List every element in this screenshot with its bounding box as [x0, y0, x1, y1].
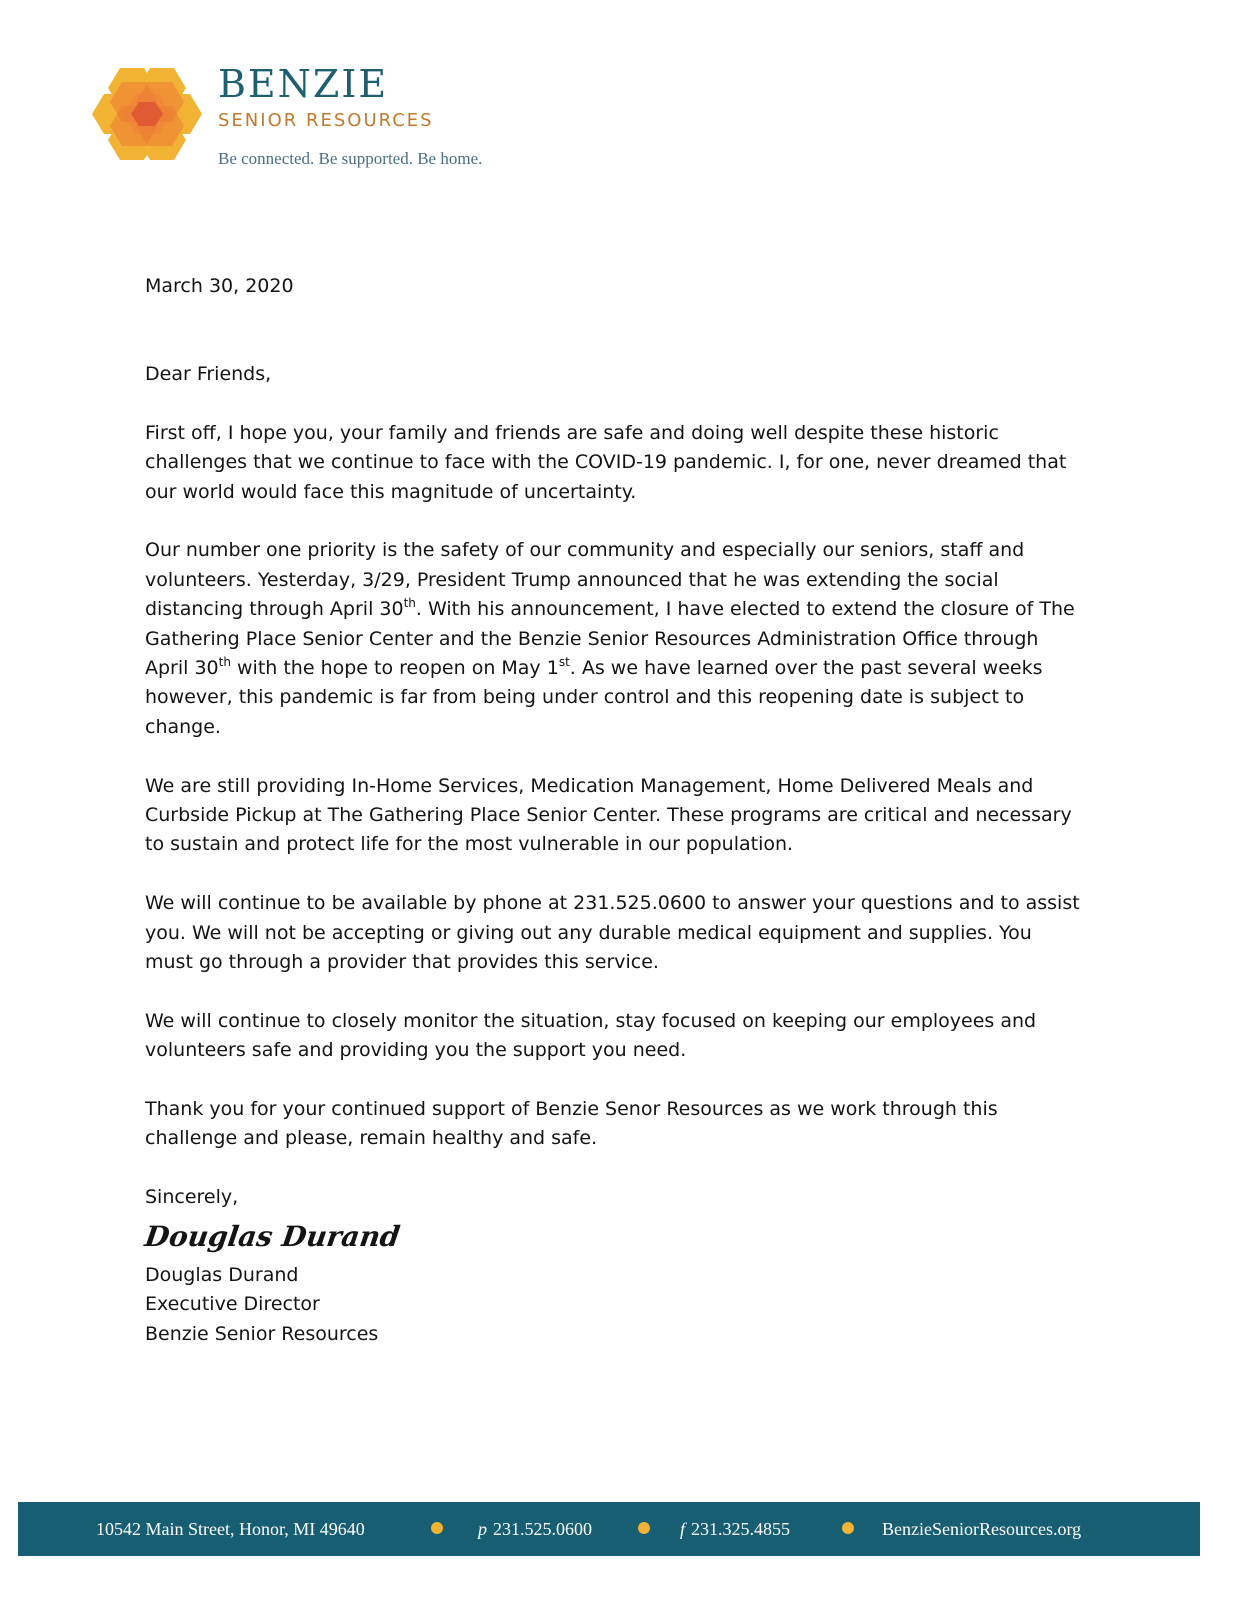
- letter-date: March 30, 2020: [145, 275, 294, 297]
- paragraph-2: [145, 536, 1085, 742]
- footer-address: 10542 Main Street, Honor, MI 49640: [96, 1519, 365, 1539]
- hexagon-bullet-icon: [842, 1522, 854, 1534]
- ordinal-suffix: th: [218, 654, 231, 669]
- paragraph-2-part-c: with the hope to reopen on May 1: [230, 657, 559, 680]
- paragraph-6: Thank you for your continued support of Benzie Senor Resources as we work through this challenge and please, remain healthy and safe.: [145, 1098, 998, 1150]
- ordinal-suffix: th: [403, 595, 416, 610]
- hexagon-bullet-icon: [638, 1522, 650, 1534]
- signature-block: [142, 1213, 1085, 1261]
- phone-prefix: p: [478, 1519, 487, 1539]
- hexagon-bullet-icon: [431, 1522, 443, 1534]
- letter-body: [142, 272, 1085, 1349]
- fax-number: 231.325.4855: [691, 1519, 791, 1539]
- paragraph-2-part-a: Our number one priority is the safety of our community and especially our seniors, staff and volunteers. Yesterday, 3/29, President Trump announced that he was extending the social distancing through April 30: [145, 539, 1025, 621]
- closing: Sincerely,: [145, 1186, 239, 1209]
- footer-phone: [478, 1518, 592, 1540]
- fax-prefix: f: [680, 1519, 686, 1539]
- salutation: Dear Friends,: [145, 363, 272, 386]
- handwritten-signature: Douglas Durand: [142, 1219, 403, 1253]
- signer-organization: Benzie Senior Resources: [145, 1322, 379, 1345]
- letterhead: [92, 62, 552, 182]
- footer-fax: [680, 1518, 790, 1540]
- paragraph-2-part-d: . As we have learned over the past several weeks however, this pandemic is far from being under control and this reopening date is subject to change.: [145, 657, 1043, 738]
- paragraph-3: We are still providing In-Home Services, Medication Management, Home Delivered Meals and Curbside Pickup at The Gathering Place Senior Center. These programs are critical and necessary to sustain and protect life for the most vulnerable in our population.: [145, 774, 1072, 856]
- org-name: BENZIE: [218, 62, 389, 106]
- footer-bar: [18, 1502, 1200, 1556]
- paragraph-4: We will continue to be available by phone at 231.525.0600 to answer your questions and to assist you. We will not be accepting or giving out any durable medical equipment and supplies. You must go through a provider that provides this service.: [145, 892, 1080, 974]
- paragraph-1: First off, I hope you, your family and friends are safe and doing well despite these historic challenges that we continue to face with the COVID-19 pandemic. I, for one, never dreamed that our world would face this magnitude of uncertainty.: [145, 421, 1067, 503]
- signer-name: Douglas Durand: [145, 1263, 299, 1286]
- tagline: Be connected. Be supported. Be home.: [218, 149, 483, 168]
- footer-website-link[interactable]: BenzieSeniorResources.org: [882, 1519, 1082, 1539]
- phone-number: 231.525.0600: [493, 1519, 592, 1539]
- ordinal-suffix: st: [558, 654, 570, 669]
- hexagon-honeycomb-logo-icon: [92, 66, 202, 162]
- paragraph-5: We will continue to closely monitor the situation, stay focused on keeping our employees and volunteers safe and providing you the support you need.: [145, 1009, 1037, 1062]
- org-subtitle: SENIOR RESOURCES: [218, 110, 434, 131]
- signer-title: Executive Director: [145, 1293, 320, 1316]
- paragraph-2-part-b: . With his announcement, I have elected to extend the closure of The Gathering Place Senior Center and the Benzie Senior Resources Administration Office through April 30: [145, 598, 1075, 680]
